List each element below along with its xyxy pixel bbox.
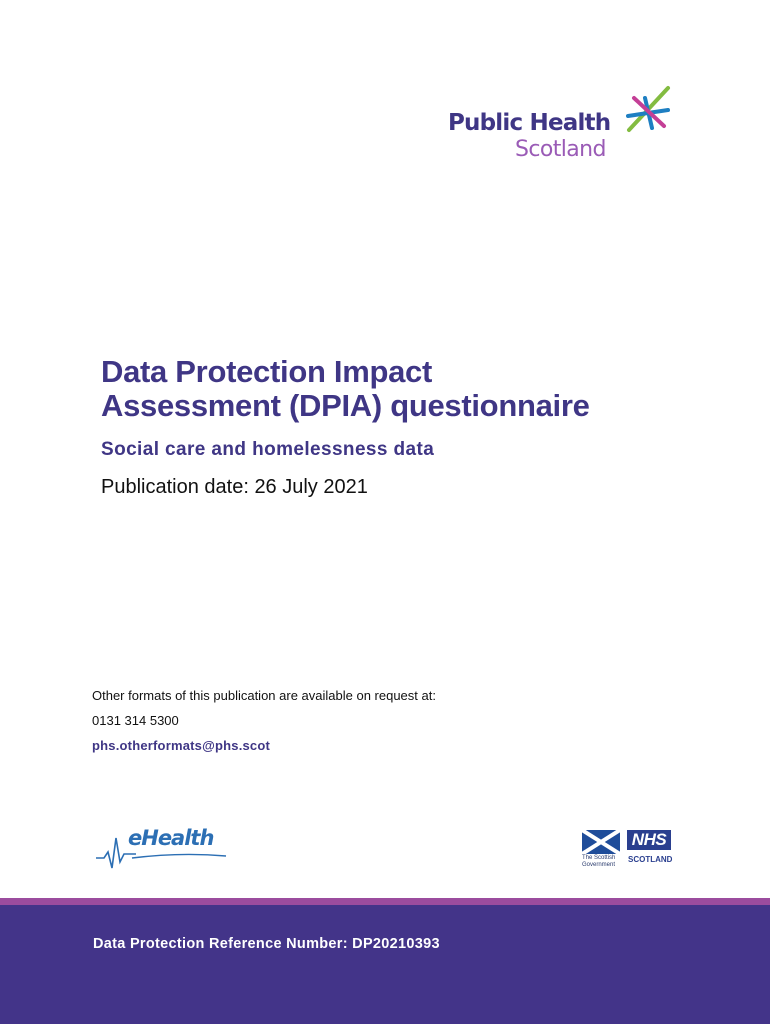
gov-line-1: The Scottish (582, 855, 616, 861)
nhs-scotland-text: SCOTLAND (628, 855, 673, 864)
logo-line-2: Scotland (515, 137, 606, 162)
gov-line-2: Government (582, 862, 616, 868)
logo-line-1: Public Health (448, 110, 611, 136)
title-line-2: Assessment (DPIA) questionnaire (101, 388, 590, 423)
contact-block (92, 688, 436, 763)
footer-stripe (0, 898, 770, 905)
saltire-flag-icon (582, 830, 620, 854)
data-protection-reference: Data Protection Reference Number: DP20210393 (93, 936, 440, 952)
contact-email-link[interactable]: phs.otherformats@phs.scot (92, 738, 271, 753)
footer-band (0, 905, 770, 1024)
document-title (101, 355, 701, 423)
title-line-1: Data Protection Impact (101, 354, 433, 389)
publication-date: Publication date: 26 July 2021 (101, 476, 368, 498)
partner-logos (582, 828, 678, 870)
scottish-government-text (582, 855, 615, 869)
ehealth-logo (94, 824, 234, 874)
contact-intro: Other formats of this publication are available on request at: (92, 688, 436, 703)
ehealth-swoosh-icon (130, 852, 230, 862)
phs-logo (448, 84, 678, 168)
ehealth-wordmark: eHealth (128, 826, 214, 850)
phs-star-icon (616, 84, 672, 140)
document-subtitle: Social care and homelessness data (101, 439, 435, 460)
nhs-badge: NHS (627, 830, 671, 850)
contact-phone: 0131 314 5300 (92, 713, 179, 728)
